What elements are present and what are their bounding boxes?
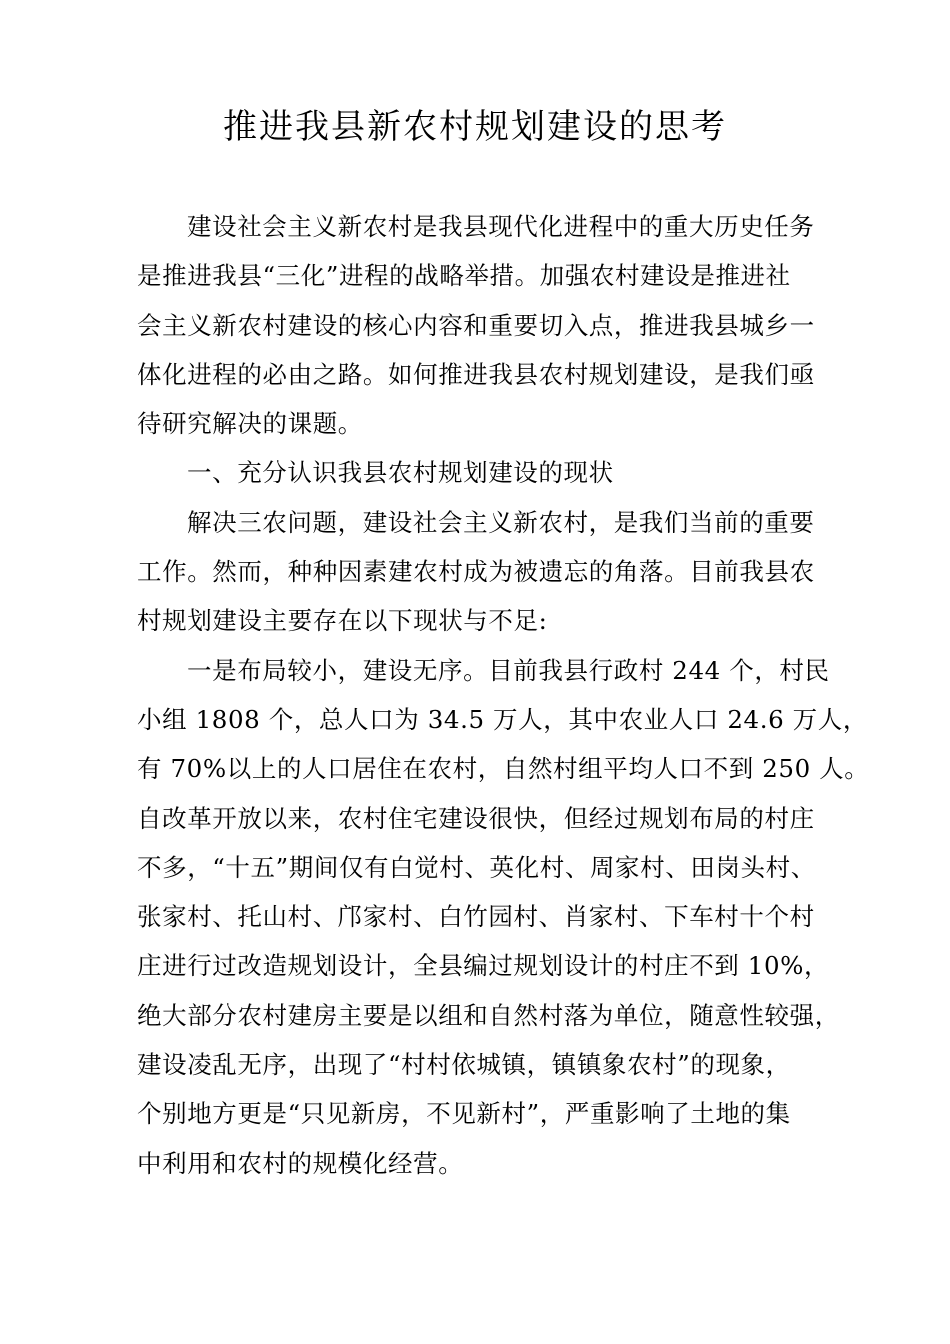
paragraph-line: 庄进行过改造规划设计，全县编过规划设计的村庄不到 10%， xyxy=(137,951,830,981)
document-title: 推进我县新农村规划建设的思考 xyxy=(223,107,727,147)
paragraph-line: 张家村、托山村、邝家村、白竹园村、肖家村、下车村十个村 xyxy=(137,902,815,932)
paragraph-line: 体化进程的必由之路。如何推进我县农村规划建设，是我们亟 xyxy=(137,359,815,389)
paragraph-line: 一是布局较小，建设无序。目前我县行政村 244 个，村民 xyxy=(187,655,830,685)
paragraph-line: 村规划建设主要存在以下现状与不足: xyxy=(137,606,548,636)
paragraph-line: 会主义新农村建设的核心内容和重要切入点，推进我县城乡一 xyxy=(137,310,815,340)
document-body xyxy=(137,202,870,1188)
paragraph-line: 解决三农问题，建设社会主义新农村，是我们当前的重要 xyxy=(187,507,815,537)
section-1-paragraph xyxy=(137,498,849,646)
paragraph-line: 建设社会主义新农村是我县现代化进程中的重大历史任务 xyxy=(187,212,815,241)
section-heading-text: 一、充分认识我县农村规划建设的现状 xyxy=(187,458,614,488)
point-1-paragraph xyxy=(137,646,870,1188)
paragraph-line: 不多，“十五”期间仅有白觉村、英化村、周家村、田岗头村、 xyxy=(137,852,816,882)
paragraph-line: 个别地方更是“只见新房，不见新村”，严重影响了土地的集 xyxy=(137,1099,791,1129)
paragraph-line: 有 70%以上的人口居住在农村，自然村组平均人口不到 250 人。 xyxy=(137,754,870,784)
paragraph-line: 小组 1808 个，总人口为 34.5 万人，其中农业人口 24.6 万人， xyxy=(137,704,868,734)
intro-paragraph xyxy=(137,202,849,448)
paragraph-line: 自改革开放以来，农村住宅建设很快，但经过规划布局的村庄 xyxy=(137,803,815,833)
paragraph-line: 绝大部分农村建房主要是以组和自然村落为单位，随意性较强， xyxy=(137,1000,840,1030)
paragraph-line: 中利用和农村的规模化经营。 xyxy=(137,1148,464,1178)
paragraph-line: 工作。然而，种种因素建农村成为被遗忘的角落。目前我县农 xyxy=(137,557,815,587)
paragraph-line: 建设凌乱无序，出现了“村村依城镇，镇镇象农村”的现象， xyxy=(137,1050,791,1080)
paragraph-line: 待研究解决的课题。 xyxy=(137,409,363,439)
paragraph-line: 是推进我县“三化”进程的战略举措。加强农村建设是推进社 xyxy=(137,261,791,291)
section-1-heading xyxy=(137,448,849,497)
